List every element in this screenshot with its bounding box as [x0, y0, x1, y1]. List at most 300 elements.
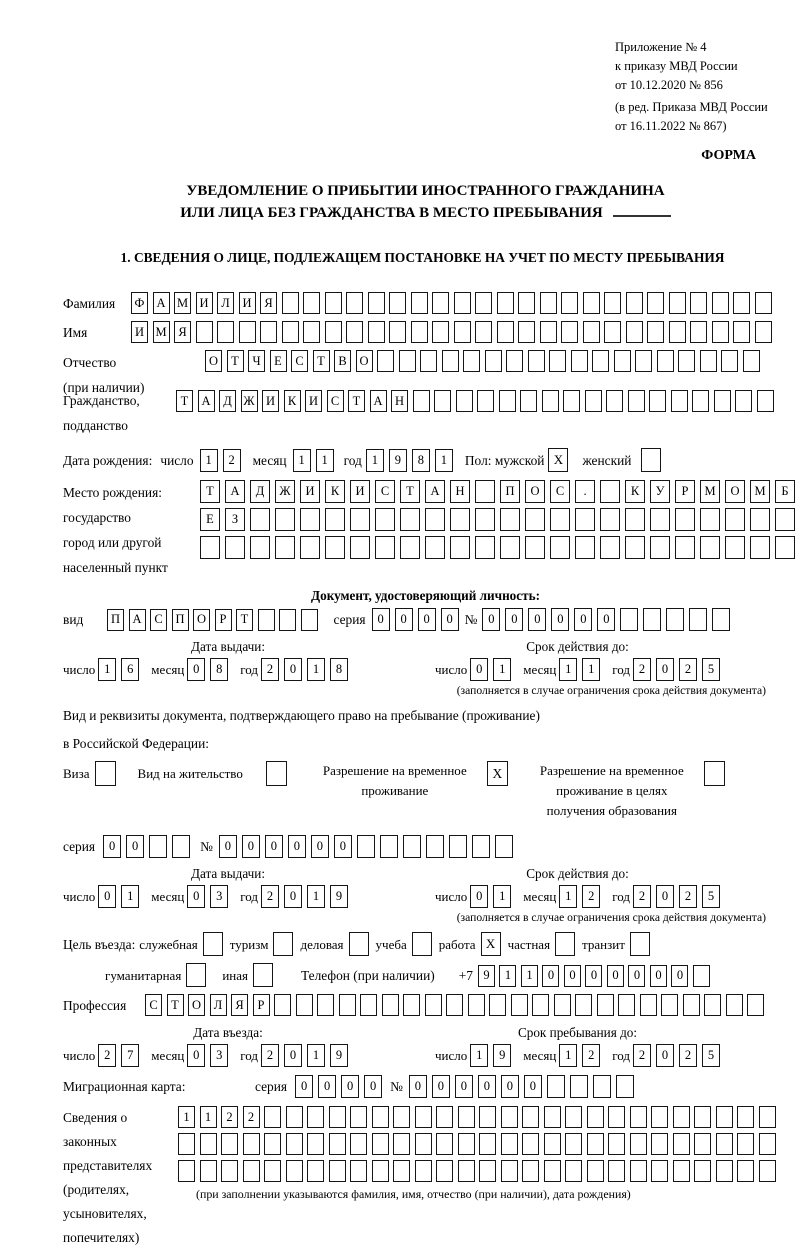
form-cell[interactable] — [555, 932, 575, 956]
form-cell[interactable] — [737, 1133, 754, 1155]
form-cell[interactable]: М — [700, 480, 720, 503]
form-cell[interactable] — [350, 536, 370, 559]
form-cell[interactable] — [643, 608, 661, 631]
form-cell[interactable] — [532, 994, 549, 1016]
form-cell[interactable]: 0 — [501, 1075, 519, 1098]
form-cell[interactable] — [411, 321, 428, 343]
form-cell[interactable] — [186, 963, 206, 987]
form-cell[interactable] — [389, 321, 406, 343]
form-cell[interactable]: О — [525, 480, 545, 503]
form-cell[interactable]: И — [262, 390, 279, 412]
form-cell[interactable] — [649, 390, 666, 412]
form-cell[interactable]: 0 — [564, 965, 581, 987]
form-cell[interactable]: П — [500, 480, 520, 503]
form-cell[interactable]: К — [625, 480, 645, 503]
form-cell[interactable]: Т — [400, 480, 420, 503]
form-cell[interactable] — [479, 1160, 496, 1182]
form-cell[interactable] — [650, 508, 670, 531]
form-cell[interactable] — [666, 608, 684, 631]
form-cell[interactable] — [630, 1133, 647, 1155]
form-cell[interactable] — [712, 608, 730, 631]
form-cell[interactable]: 2 — [633, 658, 651, 681]
form-cell[interactable]: 0 — [542, 965, 559, 987]
form-cell[interactable] — [434, 390, 451, 412]
form-cell[interactable]: 2 — [633, 1044, 651, 1067]
form-cell[interactable]: X — [487, 761, 508, 786]
form-cell[interactable]: 2 — [679, 1044, 697, 1067]
form-cell[interactable] — [673, 1160, 690, 1182]
form-cell[interactable]: Е — [200, 508, 220, 531]
form-cell[interactable]: 0 — [650, 965, 667, 987]
form-cell[interactable]: А — [225, 480, 245, 503]
form-cell[interactable] — [303, 292, 320, 314]
form-cell[interactable]: 0 — [656, 658, 674, 681]
form-cell[interactable] — [550, 536, 570, 559]
form-cell[interactable] — [518, 321, 535, 343]
form-cell[interactable] — [368, 292, 385, 314]
form-cell[interactable] — [640, 994, 657, 1016]
form-cell[interactable] — [346, 321, 363, 343]
form-cell[interactable]: 0 — [432, 1075, 450, 1098]
form-cell[interactable] — [221, 1160, 238, 1182]
form-cell[interactable] — [759, 1106, 776, 1128]
form-cell[interactable] — [399, 350, 416, 372]
form-cell[interactable] — [725, 508, 745, 531]
form-cell[interactable] — [700, 350, 717, 372]
form-cell[interactable] — [329, 1133, 346, 1155]
form-cell[interactable] — [300, 536, 320, 559]
form-cell[interactable]: М — [750, 480, 770, 503]
form-cell[interactable]: Т — [348, 390, 365, 412]
form-cell[interactable]: 2 — [221, 1106, 238, 1128]
form-cell[interactable]: 3 — [210, 1044, 228, 1067]
form-cell[interactable] — [250, 536, 270, 559]
form-cell[interactable] — [243, 1133, 260, 1155]
form-cell[interactable] — [712, 292, 729, 314]
form-cell[interactable]: Р — [675, 480, 695, 503]
form-cell[interactable]: Т — [227, 350, 244, 372]
form-cell[interactable]: 1 — [178, 1106, 195, 1128]
form-cell[interactable]: В — [334, 350, 351, 372]
form-cell[interactable] — [458, 1133, 475, 1155]
form-cell[interactable] — [282, 292, 299, 314]
form-cell[interactable] — [273, 932, 293, 956]
form-cell[interactable] — [575, 536, 595, 559]
form-cell[interactable] — [279, 609, 296, 631]
form-cell[interactable] — [415, 1160, 432, 1182]
form-cell[interactable]: Я — [231, 994, 248, 1016]
form-cell[interactable]: З — [225, 508, 245, 531]
form-cell[interactable] — [549, 350, 566, 372]
form-cell[interactable]: Д — [219, 390, 236, 412]
form-cell[interactable]: 8 — [330, 658, 348, 681]
form-cell[interactable] — [95, 761, 116, 786]
form-cell[interactable] — [303, 321, 320, 343]
form-cell[interactable]: Д — [250, 480, 270, 503]
form-cell[interactable] — [500, 536, 520, 559]
form-cell[interactable] — [372, 1106, 389, 1128]
form-cell[interactable] — [775, 536, 795, 559]
form-cell[interactable]: 0 — [126, 835, 144, 858]
form-cell[interactable]: 1 — [559, 1044, 577, 1067]
form-cell[interactable]: Е — [270, 350, 287, 372]
form-cell[interactable] — [694, 1106, 711, 1128]
form-cell[interactable] — [587, 1160, 604, 1182]
form-cell[interactable]: 2 — [243, 1106, 260, 1128]
form-cell[interactable]: Ж — [241, 390, 258, 412]
form-cell[interactable] — [501, 1160, 518, 1182]
form-cell[interactable] — [479, 1106, 496, 1128]
form-cell[interactable] — [604, 321, 621, 343]
form-cell[interactable] — [357, 835, 375, 858]
form-cell[interactable]: 1 — [493, 658, 511, 681]
form-cell[interactable] — [511, 994, 528, 1016]
form-cell[interactable] — [307, 1160, 324, 1182]
form-cell[interactable]: А — [198, 390, 215, 412]
form-cell[interactable]: 0 — [441, 608, 459, 631]
form-cell[interactable]: С — [150, 609, 167, 631]
form-cell[interactable]: Н — [391, 390, 408, 412]
form-cell[interactable]: 9 — [330, 1044, 348, 1067]
form-cell[interactable]: 7 — [121, 1044, 139, 1067]
form-cell[interactable] — [393, 1133, 410, 1155]
form-cell[interactable] — [250, 508, 270, 531]
form-cell[interactable] — [382, 994, 399, 1016]
form-cell[interactable] — [600, 508, 620, 531]
form-cell[interactable]: 1 — [307, 658, 325, 681]
form-cell[interactable] — [275, 536, 295, 559]
form-cell[interactable] — [485, 350, 502, 372]
form-cell[interactable] — [630, 932, 650, 956]
form-cell[interactable] — [286, 1106, 303, 1128]
form-cell[interactable]: К — [325, 480, 345, 503]
form-cell[interactable] — [651, 1106, 668, 1128]
form-cell[interactable]: 0 — [409, 1075, 427, 1098]
form-cell[interactable] — [721, 350, 738, 372]
form-cell[interactable] — [651, 1160, 668, 1182]
form-cell[interactable]: Т — [176, 390, 193, 412]
form-cell[interactable] — [317, 994, 334, 1016]
form-cell[interactable] — [425, 536, 445, 559]
form-cell[interactable] — [561, 321, 578, 343]
form-cell[interactable]: О — [356, 350, 373, 372]
form-cell[interactable] — [446, 994, 463, 1016]
form-cell[interactable]: 1 — [316, 449, 334, 472]
form-cell[interactable]: Н — [450, 480, 470, 503]
form-cell[interactable]: 5 — [702, 658, 720, 681]
form-cell[interactable]: Ж — [275, 480, 295, 503]
form-cell[interactable] — [260, 321, 277, 343]
form-cell[interactable]: 1 — [582, 658, 600, 681]
form-cell[interactable] — [468, 994, 485, 1016]
form-cell[interactable]: 0 — [656, 1044, 674, 1067]
form-cell[interactable] — [689, 608, 707, 631]
form-cell[interactable] — [600, 536, 620, 559]
form-cell[interactable] — [463, 350, 480, 372]
form-cell[interactable] — [420, 350, 437, 372]
form-cell[interactable] — [495, 835, 513, 858]
form-cell[interactable] — [737, 1160, 754, 1182]
form-cell[interactable] — [350, 1160, 367, 1182]
form-cell[interactable]: 2 — [582, 885, 600, 908]
form-cell[interactable] — [178, 1133, 195, 1155]
form-cell[interactable] — [518, 292, 535, 314]
form-cell[interactable] — [415, 1133, 432, 1155]
form-cell[interactable] — [647, 292, 664, 314]
form-cell[interactable]: К — [284, 390, 301, 412]
form-cell[interactable]: Я — [260, 292, 277, 314]
form-cell[interactable]: 2 — [679, 885, 697, 908]
form-cell[interactable] — [393, 1106, 410, 1128]
form-cell[interactable]: 1 — [499, 965, 516, 987]
form-cell[interactable]: У — [650, 480, 670, 503]
form-cell[interactable]: А — [425, 480, 445, 503]
form-cell[interactable] — [690, 321, 707, 343]
form-cell[interactable] — [489, 994, 506, 1016]
form-cell[interactable]: И — [350, 480, 370, 503]
form-cell[interactable]: 2 — [223, 449, 241, 472]
form-cell[interactable] — [472, 835, 490, 858]
form-cell[interactable]: 1 — [98, 658, 116, 681]
form-cell[interactable] — [743, 350, 760, 372]
form-cell[interactable] — [614, 350, 631, 372]
form-cell[interactable]: 0 — [318, 1075, 336, 1098]
form-cell[interactable]: 0 — [284, 658, 302, 681]
form-cell[interactable]: 2 — [679, 658, 697, 681]
form-cell[interactable]: Ф — [131, 292, 148, 314]
form-cell[interactable]: Я — [174, 321, 191, 343]
form-cell[interactable]: Т — [313, 350, 330, 372]
form-cell[interactable] — [571, 350, 588, 372]
form-cell[interactable] — [671, 390, 688, 412]
form-cell[interactable] — [647, 321, 664, 343]
form-cell[interactable] — [412, 932, 432, 956]
form-cell[interactable] — [757, 390, 774, 412]
form-cell[interactable]: 5 — [702, 1044, 720, 1067]
form-cell[interactable] — [203, 932, 223, 956]
form-cell[interactable] — [540, 292, 557, 314]
form-cell[interactable] — [522, 1160, 539, 1182]
form-cell[interactable] — [325, 536, 345, 559]
form-cell[interactable] — [544, 1106, 561, 1128]
form-cell[interactable]: 0 — [219, 835, 237, 858]
form-cell[interactable] — [608, 1133, 625, 1155]
form-cell[interactable] — [172, 835, 190, 858]
form-cell[interactable] — [694, 1133, 711, 1155]
form-cell[interactable]: 0 — [585, 965, 602, 987]
form-cell[interactable] — [497, 292, 514, 314]
form-cell[interactable] — [350, 1106, 367, 1128]
form-cell[interactable]: 1 — [200, 449, 218, 472]
form-cell[interactable] — [704, 761, 725, 786]
form-cell[interactable]: 1 — [435, 449, 453, 472]
form-cell[interactable] — [432, 292, 449, 314]
form-cell[interactable] — [196, 321, 213, 343]
form-cell[interactable] — [563, 390, 580, 412]
form-cell[interactable] — [380, 835, 398, 858]
form-cell[interactable] — [561, 292, 578, 314]
form-cell[interactable] — [547, 1075, 565, 1098]
form-cell[interactable]: 0 — [265, 835, 283, 858]
form-cell[interactable] — [425, 508, 445, 531]
form-cell[interactable] — [475, 508, 495, 531]
form-cell[interactable]: . — [575, 480, 595, 503]
form-cell[interactable] — [700, 536, 720, 559]
form-cell[interactable] — [694, 1160, 711, 1182]
form-cell[interactable]: О — [205, 350, 222, 372]
form-cell[interactable]: 0 — [628, 965, 645, 987]
form-cell[interactable] — [597, 994, 614, 1016]
form-cell[interactable] — [239, 321, 256, 343]
form-cell[interactable] — [750, 536, 770, 559]
form-cell[interactable]: 0 — [295, 1075, 313, 1098]
form-cell[interactable]: О — [193, 609, 210, 631]
form-cell[interactable] — [542, 390, 559, 412]
form-cell[interactable]: 1 — [307, 1044, 325, 1067]
form-cell[interactable] — [733, 292, 750, 314]
form-cell[interactable] — [657, 350, 674, 372]
form-cell[interactable] — [400, 536, 420, 559]
form-cell[interactable] — [600, 480, 620, 503]
form-cell[interactable] — [618, 994, 635, 1016]
form-cell[interactable] — [450, 508, 470, 531]
form-cell[interactable] — [389, 292, 406, 314]
form-cell[interactable]: 0 — [187, 885, 205, 908]
form-cell[interactable] — [587, 1106, 604, 1128]
form-cell[interactable] — [225, 536, 245, 559]
form-cell[interactable]: 5 — [702, 885, 720, 908]
form-cell[interactable]: О — [188, 994, 205, 1016]
form-cell[interactable]: С — [375, 480, 395, 503]
form-cell[interactable] — [506, 350, 523, 372]
form-cell[interactable]: 0 — [551, 608, 569, 631]
form-cell[interactable] — [411, 292, 428, 314]
form-cell[interactable]: Л — [217, 292, 234, 314]
form-cell[interactable]: 6 — [121, 658, 139, 681]
form-cell[interactable] — [436, 1160, 453, 1182]
form-cell[interactable] — [339, 994, 356, 1016]
form-cell[interactable]: 9 — [330, 885, 348, 908]
form-cell[interactable] — [325, 508, 345, 531]
form-cell[interactable]: 0 — [284, 1044, 302, 1067]
form-cell[interactable]: Б — [775, 480, 795, 503]
form-cell[interactable] — [425, 994, 442, 1016]
form-cell[interactable] — [716, 1106, 733, 1128]
form-cell[interactable] — [253, 963, 273, 987]
form-cell[interactable] — [497, 321, 514, 343]
form-cell[interactable] — [683, 994, 700, 1016]
form-cell[interactable]: 1 — [307, 885, 325, 908]
form-cell[interactable] — [442, 350, 459, 372]
form-cell[interactable] — [544, 1160, 561, 1182]
form-cell[interactable] — [675, 508, 695, 531]
form-cell[interactable]: 0 — [311, 835, 329, 858]
form-cell[interactable]: Т — [200, 480, 220, 503]
form-cell[interactable] — [286, 1160, 303, 1182]
form-cell[interactable]: 0 — [671, 965, 688, 987]
form-cell[interactable] — [436, 1133, 453, 1155]
form-cell[interactable] — [714, 390, 731, 412]
form-cell[interactable]: X — [548, 448, 568, 472]
form-cell[interactable] — [450, 536, 470, 559]
form-cell[interactable]: 9 — [493, 1044, 511, 1067]
form-cell[interactable]: 0 — [505, 608, 523, 631]
form-cell[interactable]: 0 — [242, 835, 260, 858]
form-cell[interactable] — [606, 390, 623, 412]
form-cell[interactable] — [604, 292, 621, 314]
form-cell[interactable] — [608, 1106, 625, 1128]
form-cell[interactable] — [759, 1133, 776, 1155]
form-cell[interactable] — [501, 1106, 518, 1128]
form-cell[interactable]: С — [291, 350, 308, 372]
form-cell[interactable] — [264, 1160, 281, 1182]
form-cell[interactable] — [554, 994, 571, 1016]
form-cell[interactable]: С — [550, 480, 570, 503]
form-cell[interactable] — [266, 761, 287, 786]
form-cell[interactable]: 0 — [597, 608, 615, 631]
form-cell[interactable] — [375, 536, 395, 559]
form-cell[interactable] — [243, 1160, 260, 1182]
form-cell[interactable] — [501, 1133, 518, 1155]
form-cell[interactable] — [178, 1160, 195, 1182]
form-cell[interactable]: И — [305, 390, 322, 412]
form-cell[interactable]: 0 — [395, 608, 413, 631]
form-cell[interactable] — [625, 536, 645, 559]
form-cell[interactable] — [300, 508, 320, 531]
form-cell[interactable] — [565, 1106, 582, 1128]
form-cell[interactable]: 0 — [187, 1044, 205, 1067]
form-cell[interactable] — [346, 292, 363, 314]
form-cell[interactable] — [625, 508, 645, 531]
form-cell[interactable]: 1 — [559, 658, 577, 681]
form-cell[interactable] — [630, 1160, 647, 1182]
form-cell[interactable]: 2 — [261, 1044, 279, 1067]
form-cell[interactable]: С — [327, 390, 344, 412]
form-cell[interactable] — [737, 1106, 754, 1128]
form-cell[interactable] — [264, 1106, 281, 1128]
form-cell[interactable] — [274, 994, 291, 1016]
form-cell[interactable] — [372, 1160, 389, 1182]
form-cell[interactable] — [200, 1160, 217, 1182]
form-cell[interactable]: 1 — [366, 449, 384, 472]
form-cell[interactable] — [716, 1133, 733, 1155]
form-cell[interactable] — [650, 536, 670, 559]
form-cell[interactable]: 1 — [121, 885, 139, 908]
form-cell[interactable] — [700, 508, 720, 531]
form-cell[interactable] — [544, 1133, 561, 1155]
form-cell[interactable] — [726, 994, 743, 1016]
form-cell[interactable] — [377, 350, 394, 372]
form-cell[interactable]: 0 — [455, 1075, 473, 1098]
form-cell[interactable] — [432, 321, 449, 343]
form-cell[interactable] — [307, 1133, 324, 1155]
form-cell[interactable]: 1 — [521, 965, 538, 987]
form-cell[interactable] — [403, 835, 421, 858]
form-cell[interactable] — [221, 1133, 238, 1155]
form-cell[interactable] — [296, 994, 313, 1016]
form-cell[interactable]: Т — [236, 609, 253, 631]
form-cell[interactable] — [565, 1133, 582, 1155]
form-cell[interactable] — [522, 1106, 539, 1128]
form-cell[interactable]: 0 — [98, 885, 116, 908]
form-cell[interactable]: 0 — [284, 885, 302, 908]
form-cell[interactable]: 1 — [293, 449, 311, 472]
form-cell[interactable]: 1 — [200, 1106, 217, 1128]
form-cell[interactable] — [264, 1133, 281, 1155]
form-cell[interactable] — [301, 609, 318, 631]
form-cell[interactable] — [550, 508, 570, 531]
form-cell[interactable] — [449, 835, 467, 858]
